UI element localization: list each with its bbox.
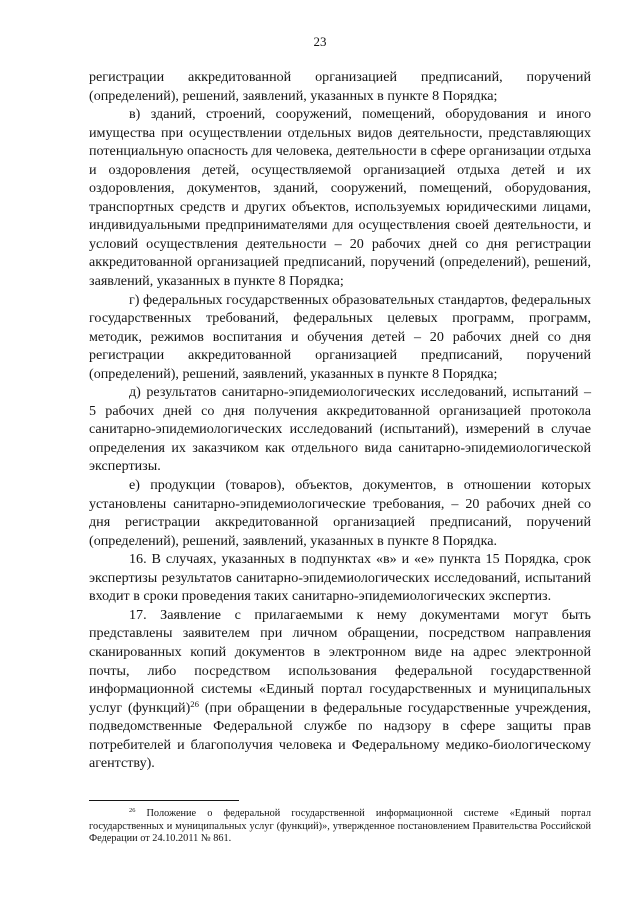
paragraph-17: [89, 606, 591, 773]
paragraph-item-d: д) результатов санитарно-эпидемиологических исследований, испытаний – 5 рабочих дней со дня получения аккредитованной организацией протокола санитарно-эпидемиологических исследований (испытаний), измерений в случае определения их заказчиком как отдельного вида санитарно-эпидемиологической экспертизы.: [89, 384, 591, 475]
document-body: [89, 68, 591, 773]
page-number: 23: [313, 34, 327, 49]
footnote: [89, 808, 591, 846]
paragraph-item-e: е) продукции (товаров), объектов, документов, в отношении которых установлены санитарно-эпидемиологические требования, – 20 рабочих дней со дня регистрации аккредитованной организацией предписаний, поручений (определений), решений, заявлений, указанных в пункте 8 Порядка.: [89, 477, 591, 549]
paragraph-17-text-start: 17. Заявление с прилагаемыми к нему документами могут быть представлены заявителем при личном обращении, посредством направления сканированных копий документов в электронном виде на адрес электронной почты, либо посредством использования федеральной государственной информационной системы «Единый портал государственных и муниципальных услуг (функций): [89, 606, 591, 716]
paragraph-item-v: в) зданий, строений, сооружений, помещений, оборудования и иного имущества при осуществлении отдельных видов деятельности, представляющих потенциальную опасность для человека, деятельности в сфере организации отдыха и оздоровления детей, осуществляемой организацией отдыха детей и их оздоровления, документов, зданий, сооружений, помещений, оборудования, транспортных средств и других объектов, используемых юридическими лицами, индивидуальными предпринимателями для осуществления своей деятельности, и условий осуществления деятельности – 20 рабочих дней со дня регистрации аккредитованной организацией предписаний, поручений (определений), решений, заявлений, указанных в пункте 8 Порядка;: [89, 106, 591, 290]
footnote-marker: 26: [129, 807, 136, 815]
footnote-separator: [89, 800, 239, 801]
paragraph-item-g: г) федеральных государственных образовательных стандартов, федеральных государственных требований, федеральных целевых программ, программ, методик, режимов воспитания и обучения детей – 20 рабочих дней со дня регистрации аккредитованной организацией предписаний, поручений (определений), решений, заявлений, указанных в пункте 8 Порядка;: [89, 291, 591, 382]
paragraph-16: 16. В случаях, указанных в подпунктах «в» и «е» пункта 15 Порядка, срок экспертизы результатов санитарно-эпидемиологических исследований, испытаний входит в сроки проведения таких санитарно-эпидемиологических экспертиз.: [89, 551, 591, 605]
footnote-text: Положение о федеральной государственной информационной системе «Единый портал государственных и муниципальных услуг (функций)», утвержденное постановлением Правительства Российской Федерации от 24.10.2011 № 861.: [89, 808, 591, 845]
paragraph-17-text-end: (при обращении в федеральные государственные учреждения, подведомственные Федеральной службе по надзору в сфере защиты прав потребителей и благополучия человека и Федеральному медико-биологическому агентству).: [89, 699, 591, 772]
footnote-reference: 26: [190, 698, 199, 709]
paragraph-continuation: регистрации аккредитованной организацией предписаний, поручений (определений), решений, заявлений, указанных в пункте 8 Порядка;: [89, 69, 591, 104]
